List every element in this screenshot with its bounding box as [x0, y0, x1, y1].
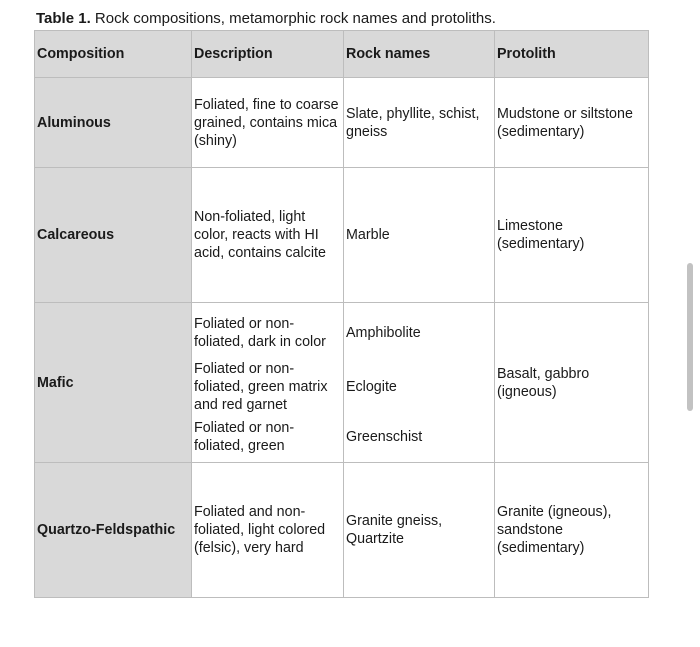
- protolith-cell: Mudstone or siltstone (sedimentary): [495, 78, 649, 168]
- rock-names-cell: [344, 303, 495, 463]
- table-row: [35, 78, 649, 168]
- protolith-cell: Basalt, gabbro (igneous): [495, 303, 649, 463]
- description-entry: Foliated or non-foliated, green: [194, 419, 295, 454]
- rock-names-cell: Granite gneiss, Quartzite: [344, 463, 495, 598]
- composition-cell: Aluminous: [35, 78, 192, 168]
- header-rock-names: Rock names: [344, 31, 495, 78]
- protolith-cell: Limestone (sedimentary): [495, 168, 649, 303]
- table-caption-text: Rock compositions, metamorphic rock names and protoliths.: [94, 10, 496, 27]
- description-cell: [192, 303, 344, 463]
- header-row: [35, 31, 649, 78]
- table-row: [35, 303, 649, 463]
- scrollbar-thumb[interactable]: [687, 263, 693, 411]
- composition-cell: Mafic: [35, 303, 192, 463]
- description-entry: Foliated or non-foliated, dark in color: [194, 315, 326, 350]
- header-description: Description: [192, 31, 344, 78]
- rock-name-entry: Amphibolite: [346, 324, 421, 341]
- table-row: [35, 168, 649, 303]
- composition-cell: Quartzo-Feldspathic: [35, 463, 192, 598]
- rock-names-cell: Marble: [344, 168, 495, 303]
- description-cell: Foliated, fine to coarse grained, contains mica (shiny): [192, 78, 344, 168]
- rock-name-entry: Greenschist: [346, 428, 423, 445]
- protolith-cell: Granite (igneous), sandstone (sedimentary): [495, 463, 649, 598]
- description-cell: Non-foliated, light color, reacts with HI acid, contains calcite: [192, 168, 344, 303]
- header-composition: Composition: [35, 31, 192, 78]
- description-cell: Foliated and non-foliated, light colored (felsic), very hard: [192, 463, 344, 598]
- table-caption: [36, 10, 496, 27]
- composition-cell: Calcareous: [35, 168, 192, 303]
- rock-names-cell: Slate, phyllite, schist, gneiss: [344, 78, 495, 168]
- header-protolith: Protolith: [495, 31, 649, 78]
- rock-table: [34, 30, 649, 598]
- table-caption-label: Table 1.: [36, 10, 91, 27]
- description-entry: Foliated or non-foliated, green matrix and red garnet: [194, 360, 328, 413]
- rock-name-entry: Eclogite: [346, 378, 397, 395]
- table-row: [35, 463, 649, 598]
